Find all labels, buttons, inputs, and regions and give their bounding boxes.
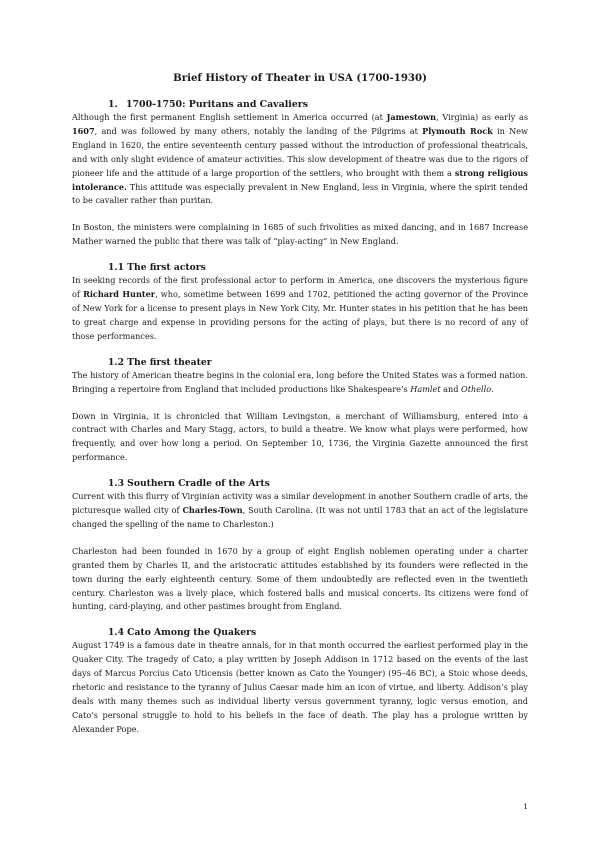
paragraph	[72, 274, 528, 344]
subsection-heading: 1.4 Cato Among the Quakers	[108, 627, 257, 639]
text-run: , Virginia) as early as	[436, 112, 528, 122]
text-run: August 1749 is a famous date in theatre annals, for in that month occurred the earliest performed play in the Quaker City. The tragedy of Cato, a play written by Joseph Addison in 1712 based on the events of the last days of Marcus Porcius Cato Uticensis (better known as Cato the Younger) (95–46 BC), a Stoic whose deeds, rhetoric and resistance to the tyranny of Julius Caesar made him an icon of virtue, and liberty. Addison’s play deals with many themes such as individual liberty versus government tyranny, logic versus emotion, and Cato’s personal struggle to hold to his beliefs in the face of death. The play has a prologue written by Alexander Pope.	[72, 640, 528, 734]
paragraph	[72, 639, 528, 736]
section-number: 1.	[108, 99, 118, 110]
bold-text: Jamestown	[386, 112, 437, 122]
text-run: in New England in 1620, the entire seventeenth century passed without the introduction of professional theatricals, and with only slight evidence of amateur activities. This slow development of theatre was due to the rigors of pioneer life and the attitude of a large proportion of the settlers, who brought with them a	[72, 125, 528, 178]
text-run: and	[440, 383, 462, 394]
paragraph	[72, 221, 528, 249]
text-run: Charleston had been founded in 1670 by a group of eight English noblemen operating under a charter granted them by Charles II, and the aristocratic attitudes established by its founders were reflected in the town during the early eighteenth century. Some of them undoubtedly are reflected even in the twentieth century. Charleston was a lively place, which fostered balls and musical concerts. Its citizens were fond of hunting, card-playing, and other pastimes brought from England.	[72, 545, 528, 612]
bold-text: Plymouth Rock	[422, 125, 493, 136]
text-run: , who, sometime between 1699 and 1702, petitioned the acting governor of the Province of New York for a license to present plays in New York City. Mr. Hunter states in his petition that he has been to great charge and expense in providing persons for the acting of plays, but there is no record of any of those performances.	[72, 289, 529, 341]
text-run: The history of American theatre begins in the colonial era, long before the United States was a formed nation. Bringing a repertoire from England that included productions like Shakespeare’s	[72, 369, 528, 394]
section-title: 1700-1750: Puritans and Cavaliers	[126, 99, 309, 110]
paragraph	[72, 490, 528, 532]
subsection-heading: 1.1 The first actors	[108, 262, 206, 274]
bold-text: strong religious intolerance.	[72, 167, 528, 192]
text-run: .	[491, 383, 494, 394]
paragraph	[72, 369, 528, 397]
italic-text: Hamlet	[410, 383, 441, 394]
bold-text: Charles-Town	[182, 505, 243, 516]
text-run: This attitude was especially prevalent in New England, less in Virginia, where the spirit tended to be cavalier rather than puritan.	[72, 181, 528, 206]
subsection-heading: 1.3 Southern Cradle of the Arts	[108, 478, 270, 490]
text-run: Down in Virginia, it is chronicled that William Levingston, a merchant of Williamsburg, entered into a contract with Charles and Mary Stagg, actors, to build a theatre. We know what plays were performed, how frequently, and over how long a period. On September 10, 1736, the Virginia Gazette announced the first performance.	[72, 410, 528, 463]
paragraph	[72, 410, 528, 466]
text-run: , South Carolina. (It was not until 1783 that an act of the legislature changed the spelling of the name to Charleston.)	[72, 505, 528, 529]
text-run: Although the first permanent English settlement in America occurred (at	[72, 112, 387, 122]
text-run: Current with this flurry of Virginian activity was a similar development in another Southern cradle of arts, the picturesque walled city of	[72, 491, 528, 516]
section-heading-1	[108, 99, 528, 110]
bold-text: 1607	[72, 125, 95, 136]
subsection-heading: 1.2 The first theater	[108, 356, 212, 368]
italic-text: Othello	[461, 383, 492, 394]
bold-text: Richard Hunter	[83, 289, 156, 300]
text-run: In seeking records of the first professional actor to perform in America, one discovers the mysterious figure of	[72, 275, 528, 300]
page-number: 1	[523, 802, 528, 811]
text-run: In Boston, the ministers were complaining in 1685 of such frivolities as mixed dancing, and in 1687 Increase Mather warned the public that there was talk of “play-acting” in New England.	[72, 222, 528, 247]
document-title: Brief History of Theater in USA (1700-1930)	[173, 72, 427, 84]
paragraph	[72, 545, 528, 615]
text-run: , and was followed by many others, notably the landing of the Pilgrims at	[94, 125, 423, 136]
paragraph	[72, 111, 528, 208]
